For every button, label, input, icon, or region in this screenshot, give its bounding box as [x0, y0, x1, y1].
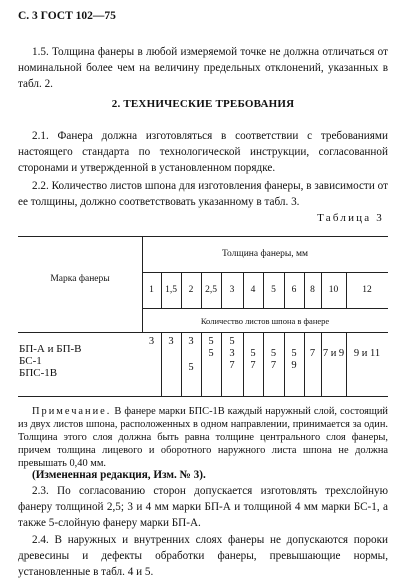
thickness-header: 5: [271, 285, 276, 295]
layer-count-cell: 3: [168, 336, 174, 347]
col-header-thickness: Толщина фанеры, мм: [221, 249, 309, 259]
layer-count-cell: 7 и 9: [322, 348, 345, 359]
layer-count-cell: 7: [309, 348, 316, 359]
note-text: В фанере марки БПС-1В каждый наружный слой, состоящий из двух листов шпона, расположенных в одном направлении, принимается за один. Толщина этого слоя должна быть равна толщине центрального слоя фанеры, причем толщина лицевого и оборотного наружного листа шпона не должна превышать 0,40 мм.: [18, 406, 388, 469]
layer-count-cell: 5: [229, 336, 235, 347]
section-title: 2. ТЕХНИЧЕСКИЕ ТРЕБОВАНИЯ: [111, 98, 295, 110]
layer-count-cell: 5: [208, 336, 214, 347]
thickness-header: 2,5: [205, 285, 217, 295]
thickness-header: 3: [229, 285, 235, 295]
row-label-bps: БПС-1В: [19, 367, 58, 379]
layer-count-cell: 3: [148, 336, 155, 347]
thickness-header: 6: [291, 285, 297, 295]
col-header-mark: Марка фанеры: [50, 274, 110, 284]
layer-count-cell: 7: [250, 360, 256, 371]
table-3: [18, 236, 388, 398]
thickness-header: 2: [188, 285, 194, 295]
paragraph-2-2: 2.2. Количество листов шпона для изготовления фанеры, в зависимости от ее толщины, должно соответствовать указанному в табл. 3.: [18, 180, 388, 208]
layer-count-cell: 5: [250, 348, 256, 359]
layer-count-cell: 5: [188, 362, 194, 373]
layer-count-cell: 9: [291, 360, 297, 371]
page-header: С. 3 ГОСТ 102—75: [18, 10, 116, 22]
thickness-header: 1: [149, 285, 154, 295]
layer-count-cell: 5: [291, 348, 297, 359]
thickness-header: 4: [250, 285, 256, 295]
revision-note: (Измененная редакция, Изм. № 3).: [32, 469, 206, 481]
paragraph-2-1: 2.1. Фанера должна изготовляться в соответствии с требованиями настоящего стандарта по технологической инструкции, согласованной сторонами и утвержденной в установленном порядке.: [18, 130, 388, 174]
thickness-header: 8: [310, 285, 315, 295]
layer-count-cell: 5: [270, 348, 277, 359]
layer-count-cell: 7: [229, 360, 235, 371]
layer-count-cell: 9 и 11: [353, 348, 381, 359]
thickness-header: 12: [362, 285, 372, 295]
note-label: Примечание.: [32, 406, 112, 417]
layer-count-cell: 5: [208, 348, 214, 359]
paragraph-1-5: 1.5. Толщина фанеры в любой измеряемой точке не должна отличаться от номинальной более чем на величину предельных отклонений, указанных в табл. 2.: [18, 46, 388, 90]
layer-count-cell: 3: [229, 348, 235, 359]
subheader-layers: Количество листов шпона в фанере: [200, 316, 330, 326]
row-label-bp: БП-А и БП-В: [19, 343, 82, 355]
paragraph-2-4: 2.4. В наружных и внутренних слоях фанеры не допускаются пороки древесины и дефекты обработки фанеры, превышающие нормы, установленные в табл. 4 и 5.: [18, 534, 388, 578]
thickness-header: 10: [328, 285, 339, 295]
layer-count-cell: 7: [270, 360, 277, 371]
layer-count-cell: 3: [188, 336, 194, 347]
thickness-header: 1,5: [165, 285, 177, 295]
row-label-bs: БС-1: [19, 355, 42, 367]
table-note: [18, 405, 388, 470]
table-caption: Таблица 3: [317, 212, 384, 224]
paragraph-2-3: 2.3. По согласованию сторон допускается изготовлять трехслойную фанеру толщиной 2,5; 3 и 4 мм марки БП-А и толщиной 4 мм марки БС-1, а также 5-слойную фанеру марки БП-А.: [18, 485, 388, 529]
